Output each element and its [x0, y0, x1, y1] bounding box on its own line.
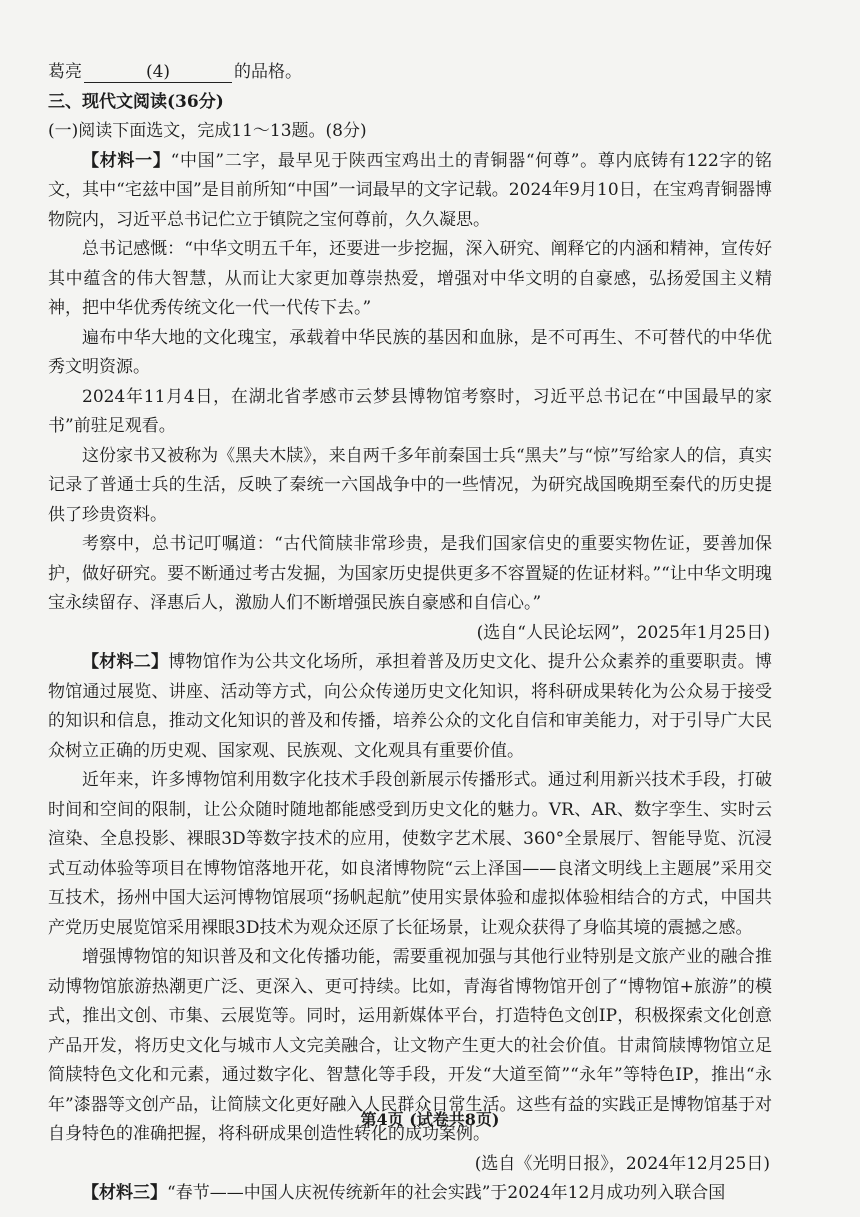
material1-source: (选自“人民论坛网”，2025年1月25日): [476, 622, 770, 643]
material1-paragraph-3: 遍布中华大地的文化瑰宝，承载着中华民族的基因和血脉，是不可再生、不可替代的中华优秀文明资源。: [48, 327, 772, 377]
material1-paragraph-4: 2024年11月4日，在湖北省孝感市云梦县博物馆考察时，习近平总书记在“中国最早的家书”前驻足观看。: [48, 386, 772, 436]
section-title: 三、现代文阅读(36分): [48, 91, 224, 112]
material2-tag: 【材料二】: [82, 652, 169, 672]
material1-paragraph-1: [48, 147, 772, 236]
material1-text-1: “中国”二字，最早见于陕西宝鸡出土的青铜器“何尊”。尊内底铸有122字的铭文，其中“宅兹中国”是目前所知“中国”一词最早的文字记载。2024年9月10日，在宝鸡青铜器博物院内，习近平总书记伫立于镇院之宝何尊前，久久凝思。: [48, 150, 772, 230]
subsection-title: (一)阅读下面选文，完成11～13题。(8分): [48, 121, 367, 141]
material2-paragraph-1: [48, 648, 772, 766]
answer-line: [48, 58, 772, 88]
material2-paragraph-2: 近年来，许多博物馆利用数字化技术手段创新展示传播形式。通过利用新兴技术手段，打破时间和空间的限制，让公众随时随地都能感受到历史文化的魅力。VR、AR、数字孪生、实时云渲染、全息投影、裸眼3D等数字技术的应用，使数字艺术展、360°全景展厅、智能导览、沉浸式互动体验等项目在博物馆落地开花，如良渚博物院“云上泽国——良渚文明线上主题展”采用交互技术，扬州中国大运河博物馆展项“扬帆起航”使用实景体验和虚拟体验相结合的方式，中国共产党历史展览馆采用裸眼3D技术为观众还原了长征场景，让观众获得了身临其境的震撼之感。: [48, 770, 772, 938]
material2-source: (选自《光明日报》，2024年12月25日): [474, 1153, 770, 1174]
material1-tag: 【材料一】: [82, 150, 171, 171]
answer-line-suffix: 的品格。: [234, 62, 302, 82]
answer-line-prefix: 葛亮: [48, 62, 82, 82]
material3-tag: 【材料三】: [82, 1183, 167, 1203]
answer-blank[interactable]: [84, 62, 232, 83]
material1-paragraph-5: 这份家书又被称为《黑夫木牍》，来自两千多年前秦国士兵“黑夫”与“惊”写给家人的信，真实记录了普通士兵的生活，反映了秦统一六国战争中的一些情况，为研究战国晚期至秦代的历史提供了珍贵资料。: [48, 445, 772, 525]
material2-paragraph-3: 增强博物馆的知识普及和文化传播功能，需要重视加强与其他行业特别是文旅产业的融合推动博物馆旅游热潮更广泛、更深入、更可持续。比如，青海省博物馆开创了“博物馆+旅游”的模式，推出文创、市集、云展览等。同时，运用新媒体平台，打造特色文创IP，积极探索文化创意产品开发，将历史文化与城市人文完美融合，让文物产生更大的社会价值。甘肃简牍博物馆立足简牍特色文化和元素，通过数字化、智慧化等手段，开发“大道至简”“永年”等特色IP，推出“永年”漆器等文创产品，让简牍文化更好融入人民群众日常生活。这些有益的实践正是博物馆基于对自身特色的准确把握，将科研成果创造性转化的成功案例。: [48, 947, 772, 1144]
page-footer: 第4页 (试卷共8页): [360, 1110, 500, 1129]
material1-paragraph-2: 总书记感慨：“中华文明五千年，还要进一步挖掘，深入研究、阐释它的内涵和精神，宣传好其中蕴含的伟大智慧，从而让大家更加尊崇热爱，增强对中华文明的自豪感，弘扬爱国主义精神，把中华优秀传统文化一代一代传下去。”: [48, 239, 772, 318]
material3-paragraph: [48, 1179, 772, 1209]
material3-text: “春节——中国人庆祝传统新年的社会实践”于2024年12月成功列入联合国: [167, 1183, 726, 1203]
blank-number: (4): [145, 62, 171, 82]
material1-paragraph-6: 考察中，总书记叮嘱道：“古代简牍非常珍贵，是我们国家信史的重要实物佐证，要善加保护，做好研究。要不断通过考古发掘，为国家历史提供更多不容置疑的佐证材料。”“让中华文明瑰宝永续留存、泽惠后人，激励人们不断增强民族自豪感和自信心。”: [48, 534, 772, 613]
material2-text-1: 博物馆作为公共文化场所，承担着普及历史文化、提升公众素养的重要职责。博物馆通过展览、讲座、活动等方式，向公众传递历史文化知识，将科研成果转化为公众易于接受的知识和信息，推动文化知识的普及和传播，培养公众的文化自信和审美能力，对于引导广大民众树立正确的历史观、国家观、民族观、文化观具有重要价值。: [48, 652, 773, 761]
